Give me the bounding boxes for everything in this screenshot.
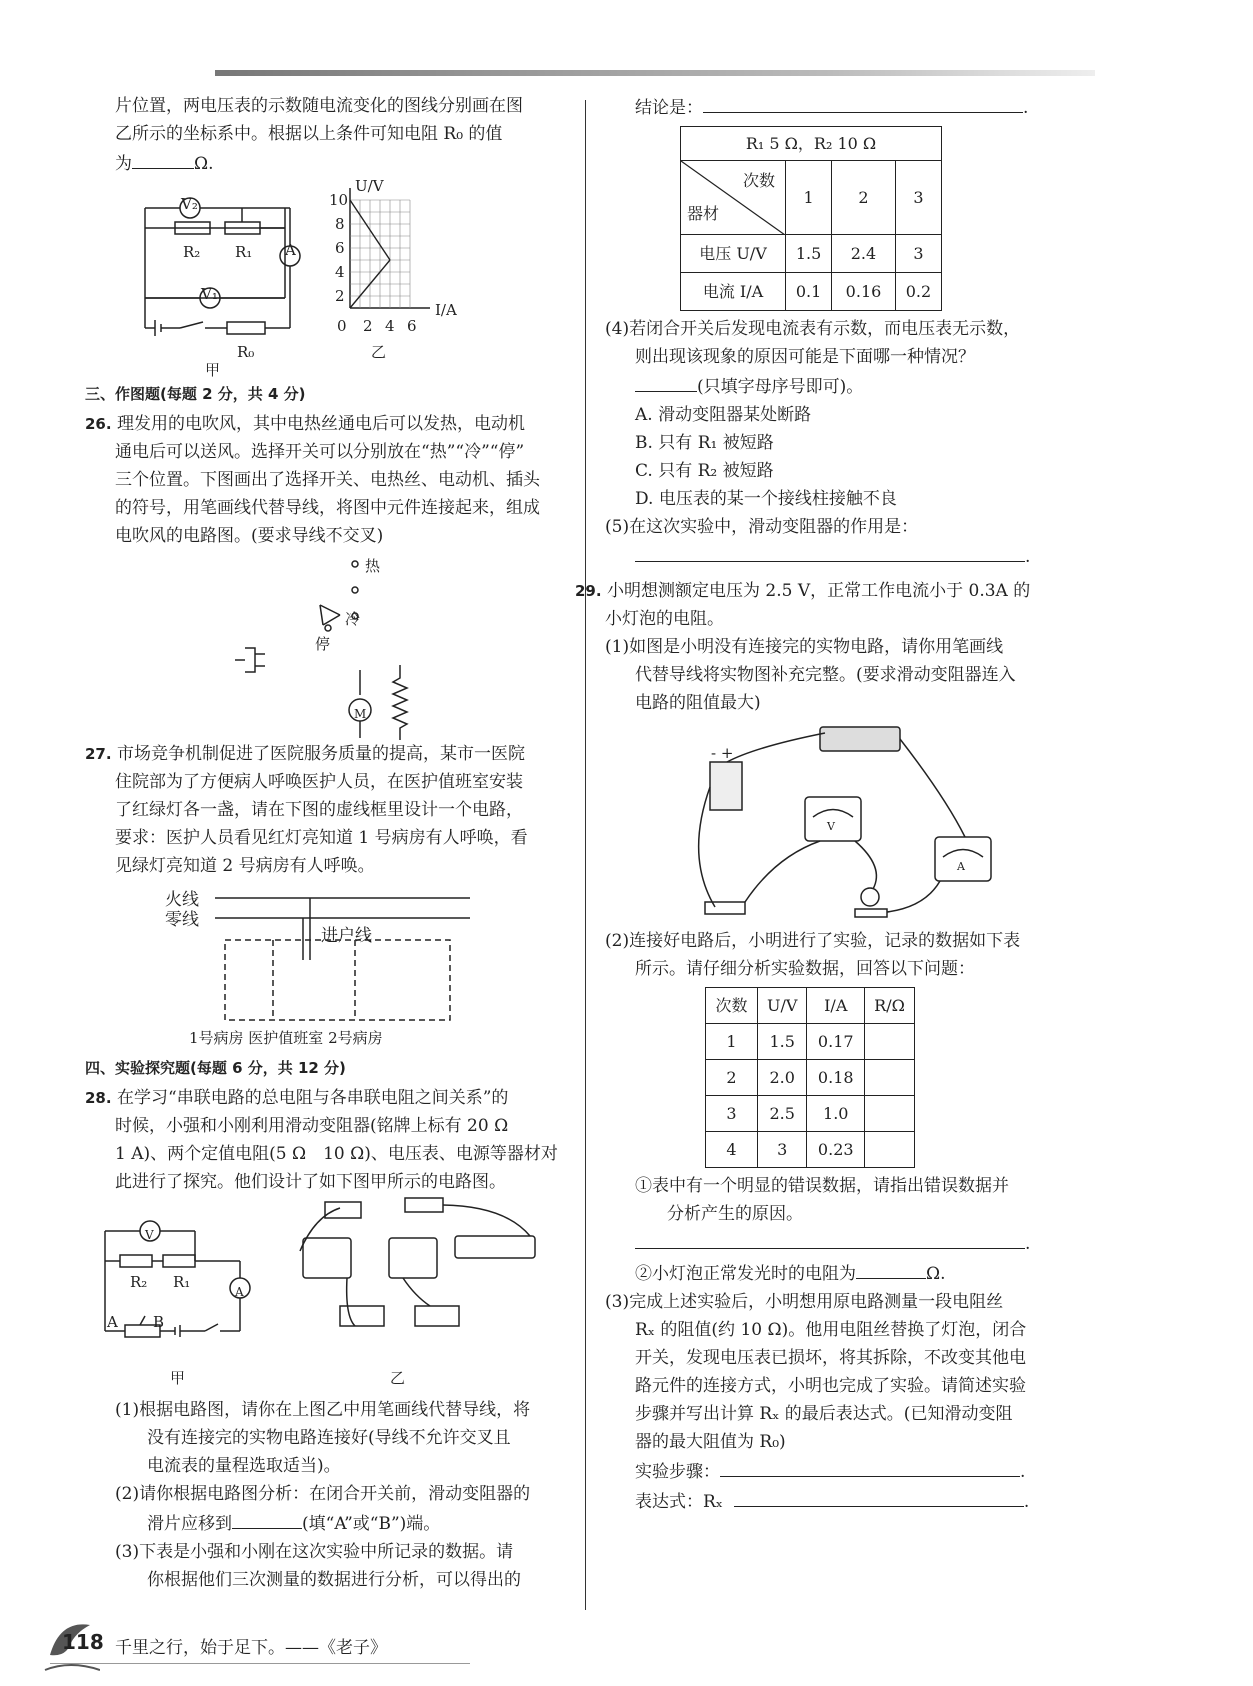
q29-p1-line: (1)如图是小明没有连接完的实物电路，请你用笔画线 bbox=[605, 637, 1004, 657]
q28-p5-answer: . bbox=[605, 541, 1100, 571]
table-cell: 1.5 bbox=[757, 1024, 806, 1060]
conclusion-line: 结论是： . bbox=[605, 92, 1100, 122]
y-tick: 4 bbox=[335, 263, 345, 281]
table-cell: 0.1 bbox=[786, 273, 832, 311]
q28-p3-line: (3)下表是小强和小刚在这次实验中所记录的数据。请 bbox=[115, 1542, 514, 1562]
q28-p4-text: (只填字母序号即可)。 bbox=[697, 377, 864, 397]
ammeter-label: A bbox=[285, 241, 296, 259]
q29-text: 小明想测额定电压为 2.5 V，正常工作电流小于 0.3A 的 bbox=[607, 581, 1031, 601]
col-header: 次数 bbox=[706, 988, 758, 1024]
option-a: A. 滑动变阻器某处断路 bbox=[635, 405, 812, 425]
answer-blank[interactable] bbox=[635, 371, 697, 392]
q28-p1-line: (1)根据电路图，请你在上图乙中用笔画线代替导线，将 bbox=[115, 1400, 531, 1420]
q26-number: 26. bbox=[85, 415, 112, 433]
r0-label: R₀ bbox=[237, 343, 255, 361]
q28-line: 此进行了探究。他们设计了如下图甲所示的电路图。 bbox=[115, 1172, 506, 1192]
q27-line: 住院部为了方便病人呼唤医护人员，在医护值班室安装 bbox=[115, 772, 523, 792]
table-cell: 2 bbox=[706, 1060, 758, 1096]
q26-line: 通电后可以送风。选择开关可以分别放在“热”“冷”“停” bbox=[115, 442, 525, 462]
table-cell: 2.5 bbox=[757, 1096, 806, 1132]
fig28-r2-label: R₂ bbox=[130, 1273, 148, 1291]
steps-label: 实验步骤： bbox=[635, 1462, 720, 1482]
q26-line: 电吹风的电路图。(要求导线不交叉) bbox=[115, 526, 384, 546]
table-cell: 1.5 bbox=[786, 235, 832, 273]
q28-p4-line: 则出现该现象的原因可能是下面哪一种情况？ bbox=[635, 347, 975, 367]
section-4-heading: 四、实验探究题(每题 6 分，共 12 分) bbox=[85, 1059, 346, 1077]
fig28-caption-jia: 甲 bbox=[170, 1369, 186, 1387]
q28-line: 时候，小强和小刚利用滑动变阻器(铭牌上标有 20 Ω bbox=[115, 1116, 509, 1136]
ammeter-icon: A bbox=[957, 860, 965, 873]
table-cell[interactable] bbox=[865, 1132, 915, 1168]
q27-line bbox=[85, 740, 567, 768]
rooms-caption: 1号病房 医护值班室 2号病房 bbox=[189, 1029, 383, 1047]
r2-label: R₂ bbox=[183, 243, 201, 261]
entry-line-label: 进户线 bbox=[321, 926, 372, 946]
q29-number: 29. bbox=[575, 582, 602, 600]
fig28-caption-yi: 乙 bbox=[390, 1369, 406, 1387]
col-header: 2 bbox=[832, 161, 896, 235]
q28-p2-text: 滑片应移到 bbox=[147, 1514, 232, 1534]
answer-blank[interactable] bbox=[720, 1456, 1020, 1477]
q29-p3-line: 开关，发现电压表已损坏，将其拆除，不改变其他电 bbox=[635, 1348, 1026, 1368]
r1-label: R₁ bbox=[235, 243, 253, 261]
table-cell: 3 bbox=[706, 1096, 758, 1132]
row-label: 电流 I/A bbox=[681, 273, 786, 311]
q25-line: 片位置，两电压表的示数随电流变化的图线分别画在图 bbox=[115, 96, 523, 116]
answer-blank[interactable] bbox=[132, 148, 194, 169]
y-tick: 2 bbox=[335, 287, 345, 305]
answer-blank[interactable] bbox=[635, 1228, 1025, 1249]
answer-blank[interactable] bbox=[734, 1486, 1024, 1507]
q28-p5-line: (5)在这次实验中，滑动变阻器的作用是： bbox=[605, 517, 919, 537]
q28-p1-line: 没有连接完的实物电路连接好(导线不允许交叉且 bbox=[147, 1428, 511, 1448]
table-cell: 0.17 bbox=[807, 1024, 865, 1060]
table-cell[interactable] bbox=[865, 1096, 915, 1132]
cold-label: 冷 bbox=[345, 610, 361, 628]
figure-26 bbox=[85, 550, 567, 740]
y-axis-label: U/V bbox=[355, 177, 384, 195]
option-d: D. 电压表的某一个接线柱接触不良 bbox=[635, 489, 897, 509]
y-tick: 10 bbox=[329, 191, 349, 209]
hot-label: 热 bbox=[365, 557, 381, 575]
q26-text: 理发用的电吹风，其中电热丝通电后可以发热，电动机 bbox=[117, 414, 525, 434]
table-cell: 1.0 bbox=[807, 1096, 865, 1132]
table-cell: 2.0 bbox=[757, 1060, 806, 1096]
table-cell[interactable] bbox=[865, 1060, 915, 1096]
battery-terminals: - + bbox=[711, 744, 734, 762]
answer-blank[interactable] bbox=[232, 1508, 302, 1529]
table-cell[interactable] bbox=[865, 1024, 915, 1060]
q28-p3-line: 你根据他们三次测量的数据进行分析，可以得出的 bbox=[147, 1570, 521, 1590]
q25-text: 为 bbox=[115, 154, 132, 174]
option-b: B. 只有 R₁ 被短路 bbox=[635, 433, 774, 453]
col-header: 3 bbox=[895, 161, 941, 235]
table-cell: 0.18 bbox=[807, 1060, 865, 1096]
q28-p4-line: (4)若闭合开关后发现电流表有示数，而电压表无示数， bbox=[605, 319, 1021, 339]
q29-s2-unit: Ω. bbox=[926, 1264, 946, 1284]
q28-p2-text: (填“A”或“B”)端。 bbox=[302, 1514, 441, 1534]
footer-motto: 千里之行，始于足下。——《老子》 bbox=[115, 1638, 387, 1658]
col-header: U/V bbox=[757, 988, 806, 1024]
col-header: I/A bbox=[807, 988, 865, 1024]
point-b-label: B bbox=[153, 1313, 165, 1331]
answer-blank[interactable] bbox=[635, 541, 1025, 562]
q27-line: 见绿灯亮知道 2 号病房有人呼唤。 bbox=[115, 856, 375, 876]
figure-29 bbox=[605, 717, 1100, 927]
q29-data-table bbox=[705, 987, 915, 1168]
option-c: C. 只有 R₂ 被短路 bbox=[635, 461, 774, 481]
table-cell: 3 bbox=[757, 1132, 806, 1168]
column-divider bbox=[585, 100, 586, 1610]
answer-blank[interactable] bbox=[856, 1258, 926, 1279]
page-footer bbox=[40, 1615, 640, 1675]
q28-line: 1 A)、两个定值电阻(5 Ω 10 Ω)、电压表、电源等器材对 bbox=[115, 1144, 558, 1164]
q28-p1-line: 电流表的量程选取适当)。 bbox=[147, 1456, 341, 1476]
q29-p2-line: 所示。请仔细分析实验数据，回答以下问题： bbox=[635, 959, 975, 979]
expression-line: 表达式：Rₓ . bbox=[605, 1486, 1100, 1516]
diagonal-header-cell bbox=[681, 161, 786, 235]
table-cell: 0.2 bbox=[895, 273, 941, 311]
table-cell: 2.4 bbox=[832, 235, 896, 273]
table-cell: 0.16 bbox=[832, 273, 896, 311]
table-title: R₁ 5 Ω，R₂ 10 Ω bbox=[681, 127, 942, 161]
expression-label: 表达式：Rₓ bbox=[635, 1492, 724, 1512]
lamp-circuit-apparatus bbox=[605, 717, 1085, 927]
motor-icon: M bbox=[354, 707, 367, 721]
figure-27 bbox=[85, 880, 567, 1052]
conclusion-label: 结论是： bbox=[635, 98, 703, 118]
q29-p1-line: 电路的阻值最大) bbox=[635, 693, 761, 713]
right-column bbox=[575, 92, 1100, 1516]
v2-label: V₂ bbox=[181, 195, 198, 213]
row-label: 电压 U/V bbox=[681, 235, 786, 273]
q29-p2-line: (2)连接好电路后，小明进行了实验，记录的数据如下表 bbox=[605, 931, 1021, 951]
q28-p4-line bbox=[605, 371, 1100, 401]
q29-line: 小灯泡的电阻。 bbox=[605, 609, 724, 629]
ammeter-icon: A bbox=[235, 1285, 244, 1299]
page-number: 118 bbox=[62, 1630, 104, 1654]
col-header: R/Ω bbox=[865, 988, 915, 1024]
section-3-heading: 三、作图题(每题 2 分，共 4 分) bbox=[85, 385, 306, 403]
q29-p1-line: 代替导线将实物图补充完整。(要求滑动变阻器连入 bbox=[635, 665, 1016, 685]
q29-p3-line: Rₓ 的阻值(约 10 Ω)。他用电阻丝替换了灯泡，闭合 bbox=[635, 1320, 1027, 1340]
q29-s1-line: ①表中有一个明显的错误数据，请指出错误数据并 bbox=[635, 1176, 1009, 1196]
q27-text: 市场竞争机制促进了医院服务质量的提高，某市一医院 bbox=[117, 744, 525, 764]
q28-p2-line: (2)请你根据电路图分析：在闭合开关前，滑动变阻器的 bbox=[115, 1484, 531, 1504]
table-cell: 4 bbox=[706, 1132, 758, 1168]
q28-text: 在学习“串联电路的总电阻与各串联电阻之间关系”的 bbox=[117, 1088, 509, 1108]
live-wire-label: 火线 bbox=[165, 890, 199, 910]
point-a-label: A bbox=[107, 1313, 118, 1331]
col-header: 1 bbox=[786, 161, 832, 235]
q28-number: 28. bbox=[85, 1089, 112, 1107]
diag-bottom: 器材 bbox=[687, 204, 720, 223]
answer-blank[interactable] bbox=[703, 92, 1023, 113]
q29-p3-line: (3)完成上述实验后，小明想用原电路测量一段电阻丝 bbox=[605, 1292, 1004, 1312]
table-cell: 1 bbox=[706, 1024, 758, 1060]
q29-s2-text: ②小灯泡正常发光时的电阻为 bbox=[635, 1264, 856, 1284]
q29-p3-line: 路元件的连接方式，小明也完成了实验。请简述实验 bbox=[635, 1376, 1026, 1396]
q26-line: 的符号，用笔画线代替导线，将图中元件连接起来，组成 bbox=[115, 498, 540, 518]
v1-label: V₁ bbox=[201, 285, 218, 303]
top-decoration-bar bbox=[215, 70, 1095, 76]
figure-28 bbox=[85, 1196, 567, 1396]
fig28-r1-label: R₁ bbox=[173, 1273, 191, 1291]
y-tick: 8 bbox=[335, 215, 345, 233]
q25-line bbox=[85, 148, 567, 178]
y-tick: 6 bbox=[335, 239, 345, 257]
voltmeter-icon: V bbox=[145, 1228, 154, 1242]
x-axis-label: I/A bbox=[435, 301, 457, 319]
left-column bbox=[85, 92, 567, 1594]
table-cell: 3 bbox=[895, 235, 941, 273]
x-tick: 6 bbox=[407, 317, 417, 335]
q25-line: 乙所示的坐标系中。根据以上条件可知电阻 R₀ 的值 bbox=[115, 124, 503, 144]
q29-p3-line: 步骤并写出计算 Rₓ 的最后表达式。(已知滑动变阻 bbox=[635, 1404, 1013, 1424]
q26-line bbox=[85, 410, 567, 438]
q28-data-table bbox=[680, 126, 942, 311]
diag-top: 次数 bbox=[742, 171, 775, 190]
q29-p3-line: 器的最大阻值为 R₀) bbox=[635, 1432, 786, 1452]
neutral-wire-label: 零线 bbox=[165, 910, 199, 930]
q29-s1-line: 分析产生的原因。 bbox=[667, 1204, 803, 1224]
q26-line: 三个位置。下图画出了选择开关、电热丝、电动机、插头 bbox=[115, 470, 540, 490]
steps-line: 实验步骤： . bbox=[605, 1456, 1100, 1486]
circuit-diagram-25 bbox=[85, 178, 565, 378]
footer-rule bbox=[50, 1663, 470, 1664]
voltmeter-icon: V bbox=[827, 820, 835, 833]
x-tick: 0 bbox=[337, 317, 347, 335]
q27-line: 了红绿灯各一盏，请在下图的虚线框里设计一个电路， bbox=[115, 800, 523, 820]
x-tick: 2 bbox=[363, 317, 373, 335]
series-circuit-diagram bbox=[85, 1196, 565, 1396]
stop-label: 停 bbox=[315, 635, 331, 653]
q29-line bbox=[575, 577, 1100, 605]
caption-yi: 乙 bbox=[371, 343, 387, 361]
x-tick: 4 bbox=[385, 317, 395, 335]
caption-jia: 甲 bbox=[205, 361, 221, 379]
q27-line: 要求：医护人员看见红灯亮知道 1 号病房有人呼唤，看 bbox=[115, 828, 528, 848]
q27-number: 27. bbox=[85, 745, 112, 763]
q28-line bbox=[85, 1084, 567, 1112]
table-cell: 0.23 bbox=[807, 1132, 865, 1168]
q29-s1-answer: . bbox=[605, 1228, 1100, 1258]
q28-p2-line bbox=[85, 1508, 567, 1538]
figure-25 bbox=[85, 178, 567, 378]
q29-s2-line bbox=[605, 1258, 1100, 1288]
q25-unit: Ω. bbox=[194, 154, 214, 174]
